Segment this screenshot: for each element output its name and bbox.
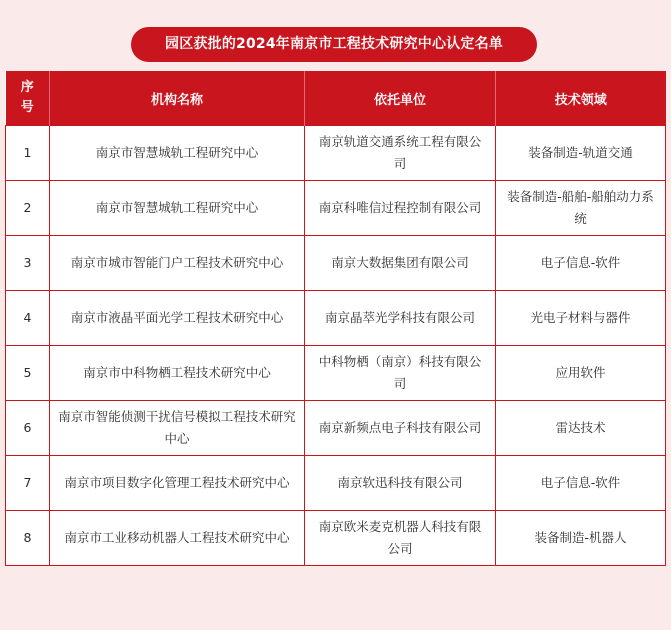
- center-name: 南京市智能侦测干扰信号模拟工程技术研究中心: [50, 401, 305, 456]
- host-organization: 南京大数据集团有限公司: [305, 236, 496, 291]
- table-row: [6, 236, 666, 291]
- technology-field: 装备制造-船舶-船舶动力系统: [496, 181, 666, 236]
- host-organization: 南京晶萃光学科技有限公司: [305, 291, 496, 346]
- row-number: 4: [6, 291, 50, 346]
- row-number: 2: [6, 181, 50, 236]
- center-name: 南京市智慧城轨工程研究中心: [50, 126, 305, 181]
- host-organization: 南京科唯信过程控制有限公司: [305, 181, 496, 236]
- table-row: [6, 346, 666, 401]
- technology-field: 应用软件: [496, 346, 666, 401]
- host-organization: 南京欧米麦克机器人科技有限公司: [305, 511, 496, 566]
- row-number: 8: [6, 511, 50, 566]
- column-header-seq-line1: 序: [20, 80, 34, 95]
- column-header-org: 依托单位: [305, 71, 496, 126]
- host-organization: 中科物栖（南京）科技有限公司: [305, 346, 496, 401]
- technology-field: 电子信息-软件: [496, 236, 666, 291]
- center-name: 南京市城市智能门户工程技术研究中心: [50, 236, 305, 291]
- table-row: [6, 456, 666, 511]
- column-header-name: 机构名称: [50, 71, 305, 126]
- center-name: 南京市项目数字化管理工程技术研究中心: [50, 456, 305, 511]
- technology-field: 光电子材料与器件: [496, 291, 666, 346]
- host-organization: 南京新频点电子科技有限公司: [305, 401, 496, 456]
- technology-field: 装备制造-机器人: [496, 511, 666, 566]
- table-row: [6, 401, 666, 456]
- technology-field: 雷达技术: [496, 401, 666, 456]
- row-number: 3: [6, 236, 50, 291]
- column-header-seq: [6, 71, 50, 126]
- column-header-seq-line2: 号: [20, 100, 34, 115]
- page-title: 园区获批的2024年南京市工程技术研究中心认定名单: [131, 27, 537, 62]
- row-number: 6: [6, 401, 50, 456]
- technology-field: 装备制造-轨道交通: [496, 126, 666, 181]
- center-name: 南京市液晶平面光学工程技术研究中心: [50, 291, 305, 346]
- center-list-table: [5, 71, 666, 566]
- row-number: 5: [6, 346, 50, 401]
- technology-field: 电子信息-软件: [496, 456, 666, 511]
- row-number: 1: [6, 126, 50, 181]
- center-name: 南京市中科物栖工程技术研究中心: [50, 346, 305, 401]
- table-row: [6, 181, 666, 236]
- table-header-row: [6, 71, 666, 126]
- host-organization: 南京轨道交通系统工程有限公司: [305, 126, 496, 181]
- column-header-field: 技术领域: [496, 71, 666, 126]
- table-row: [6, 291, 666, 346]
- row-number: 7: [6, 456, 50, 511]
- table-row: [6, 126, 666, 181]
- table-row: [6, 511, 666, 566]
- center-name: 南京市工业移动机器人工程技术研究中心: [50, 511, 305, 566]
- center-name: 南京市智慧城轨工程研究中心: [50, 181, 305, 236]
- host-organization: 南京软迅科技有限公司: [305, 456, 496, 511]
